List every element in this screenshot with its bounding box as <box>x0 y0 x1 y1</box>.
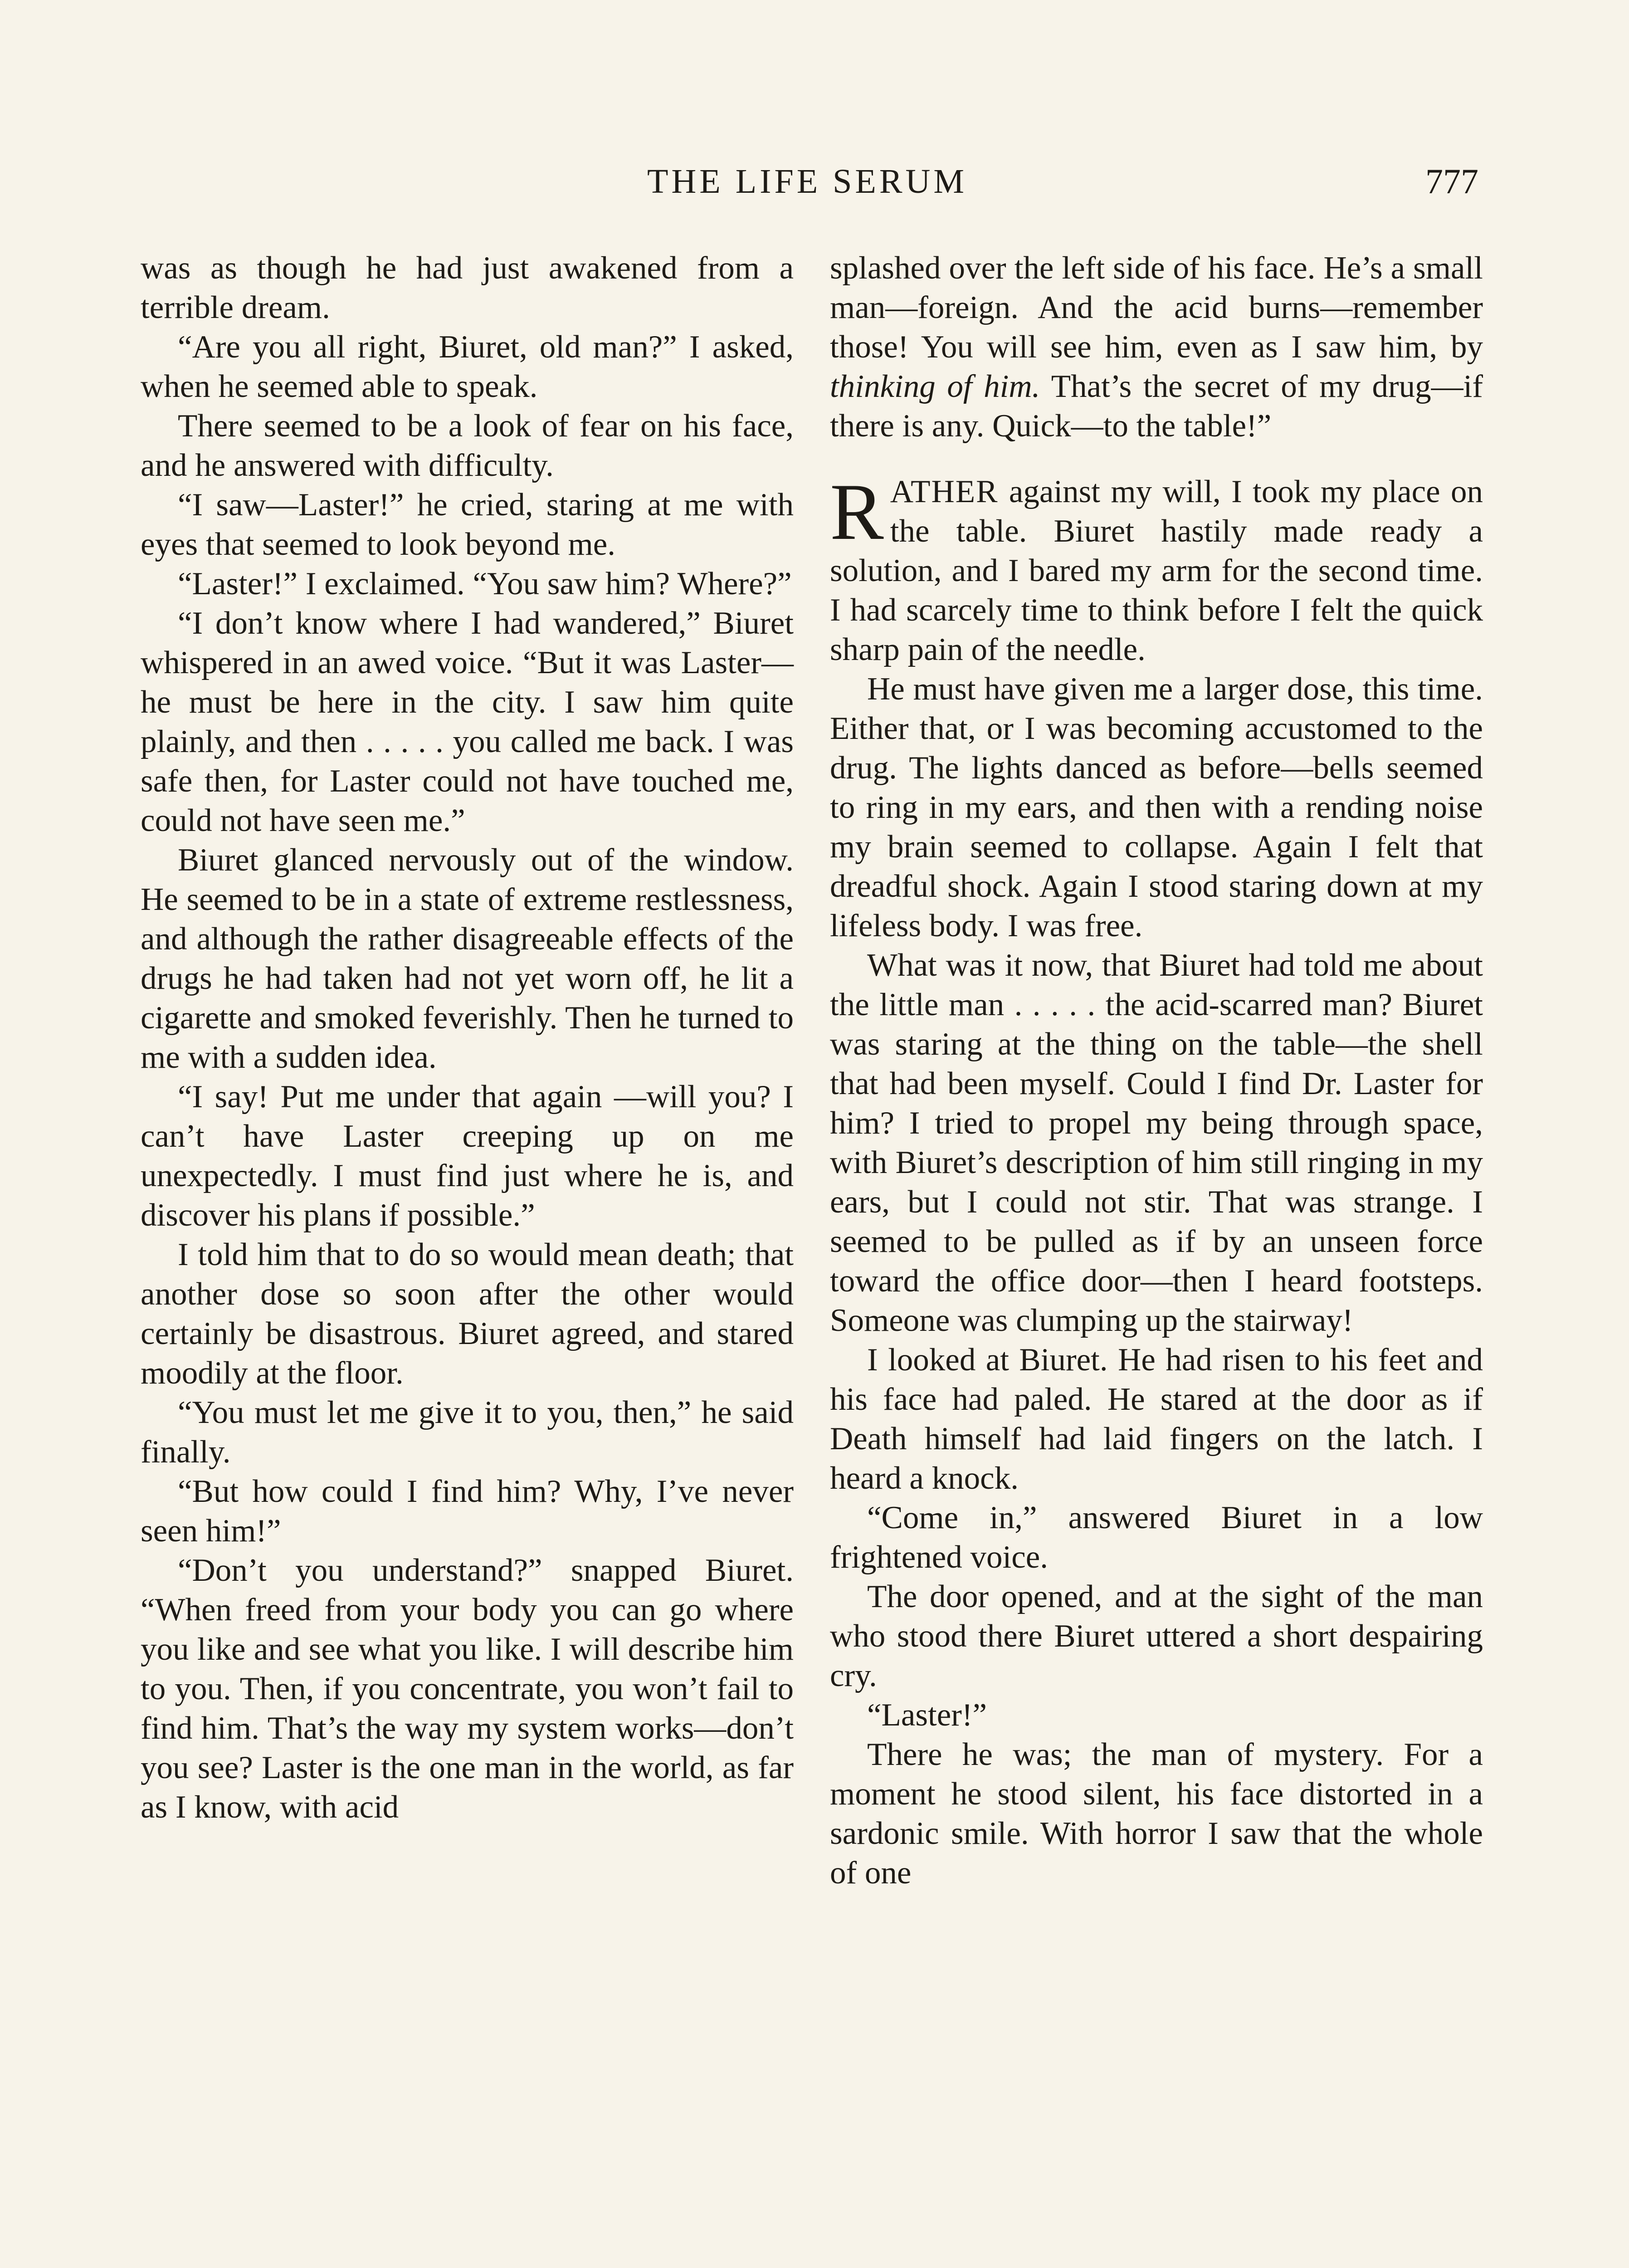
paragraph: “Laster!” <box>867 1697 987 1733</box>
paragraph: I told him that to do so would mean death; that another dose so soon after the other would certainly be disastrous. Biuret agreed, and stared moodily at the floor. <box>141 1237 794 1391</box>
paragraph: “Are you all right, Biuret, old man?” I asked, when he seemed able to speak. <box>141 329 794 404</box>
paragraph: Biuret glanced nervously out of the window. He seemed to be in a state of extreme restlessness, and although the rather disagreeable effects of the drugs he had taken had not yet worn off, he lit a cigarette and smoked feverishly. Then he turned to me with a sudden idea. <box>141 842 794 1075</box>
paragraph: was as though he had just awakened from a terrible dream. <box>141 250 794 325</box>
paragraph: There he was; the man of mystery. For a moment he stood silent, his face distorted in a sardonic smile. With horror I saw that the whole of one <box>830 1737 1483 1891</box>
paragraph: There seemed to be a look of fear on his face, and he answered with difficulty. <box>141 408 794 483</box>
paragraph: “I saw—Laster!” he cried, staring at me with eyes that seemed to look beyond me. <box>141 487 794 562</box>
paragraph: “You must let me give it to you, then,” he said finally. <box>141 1395 794 1470</box>
paragraph <box>830 249 1483 446</box>
paragraph: “But how could I find him? Why, I’ve never seen him!” <box>141 1474 794 1549</box>
paragraph: “I don’t know where I had wandered,” Biuret whispered in an awed voice. “But it was Laster—he must be here in the city. I saw him quite plainly, and then . . . . . you called me back. I was safe then, for Laster could not have touched me, could not have seen me.” <box>141 606 794 838</box>
paragraph: The door opened, and at the sight of the man who stood there Biuret uttered a short despairing cry. <box>830 1579 1483 1693</box>
running-title: THE LIFE SERUM <box>647 162 967 200</box>
drop-cap: R <box>830 467 884 557</box>
right-column <box>830 249 1483 1893</box>
small-caps-lead: ATHER <box>890 474 999 509</box>
paragraph: He must have given me a larger dose, this time. Either that, or I was becoming accustomed to the drug. The lights danced as before—bells seemed to ring in my ears, and then with a rending noise my brain seemed to collapse. Again I felt that dreadful shock. Again I stood staring down at my lifeless body. I was free. <box>830 671 1483 943</box>
page-number: 777 <box>1425 161 1478 201</box>
paragraph: “I say! Put me under that again —will you? I can’t have Laster creeping up on me unexpectedly. I must find just where he is, and discover his plans if possible.” <box>141 1079 794 1233</box>
paragraph-text: against my will, I took my place on the table. Biuret hastily made ready a solution, and I bared my arm for the second time. I had scarcely time to think before I felt the quick sharp pain of the needle. <box>830 474 1483 667</box>
paragraph: What was it now, that Biuret had told me about the little man . . . . . the acid-scarred man? Biuret was staring at the thing on the table—the shell that had been myself. Could I find Dr. Laster for him? I tried to propel my being through space, with Biuret’s description of him still ringing in my ears, but I could not stir. That was strange. I seemed to be pulled as if by an unseen force toward the office door—then I heard footsteps. Someone was clumping up the stairway! <box>830 948 1483 1338</box>
paragraph-text: That’s the secret of my drug—if there is any. Quick—to the table!” <box>830 369 1483 444</box>
paragraph: “Laster!” I exclaimed. “You saw him? Where?” <box>178 566 792 601</box>
running-header <box>136 156 1478 206</box>
section-opening-paragraph <box>830 467 1483 670</box>
paragraph: “Don’t you understand?” snapped Biuret. “When freed from your body you can go where you like and see what you like. I will describe him to you. Then, if you concentrate, you won’t fail to find him. That’s the way my system works—don’t you see? Laster is the one man in the world, as far as I know, with acid <box>141 1553 794 1825</box>
paragraph: I looked at Biuret. He had risen to his feet and his face had paled. He stared at the door as if Death himself had laid fingers on the latch. I heard a knock. <box>830 1342 1483 1496</box>
paragraph-text: splashed over the left side of his face. He’s a small man—foreign. And the acid burns—remember those! You will see him, even as I saw him, by <box>830 250 1483 365</box>
paragraph: “Come in,” answered Biuret in a low frightened voice. <box>830 1500 1483 1575</box>
left-column <box>141 249 794 1827</box>
emphasis-text: thinking of him. <box>830 369 1040 404</box>
